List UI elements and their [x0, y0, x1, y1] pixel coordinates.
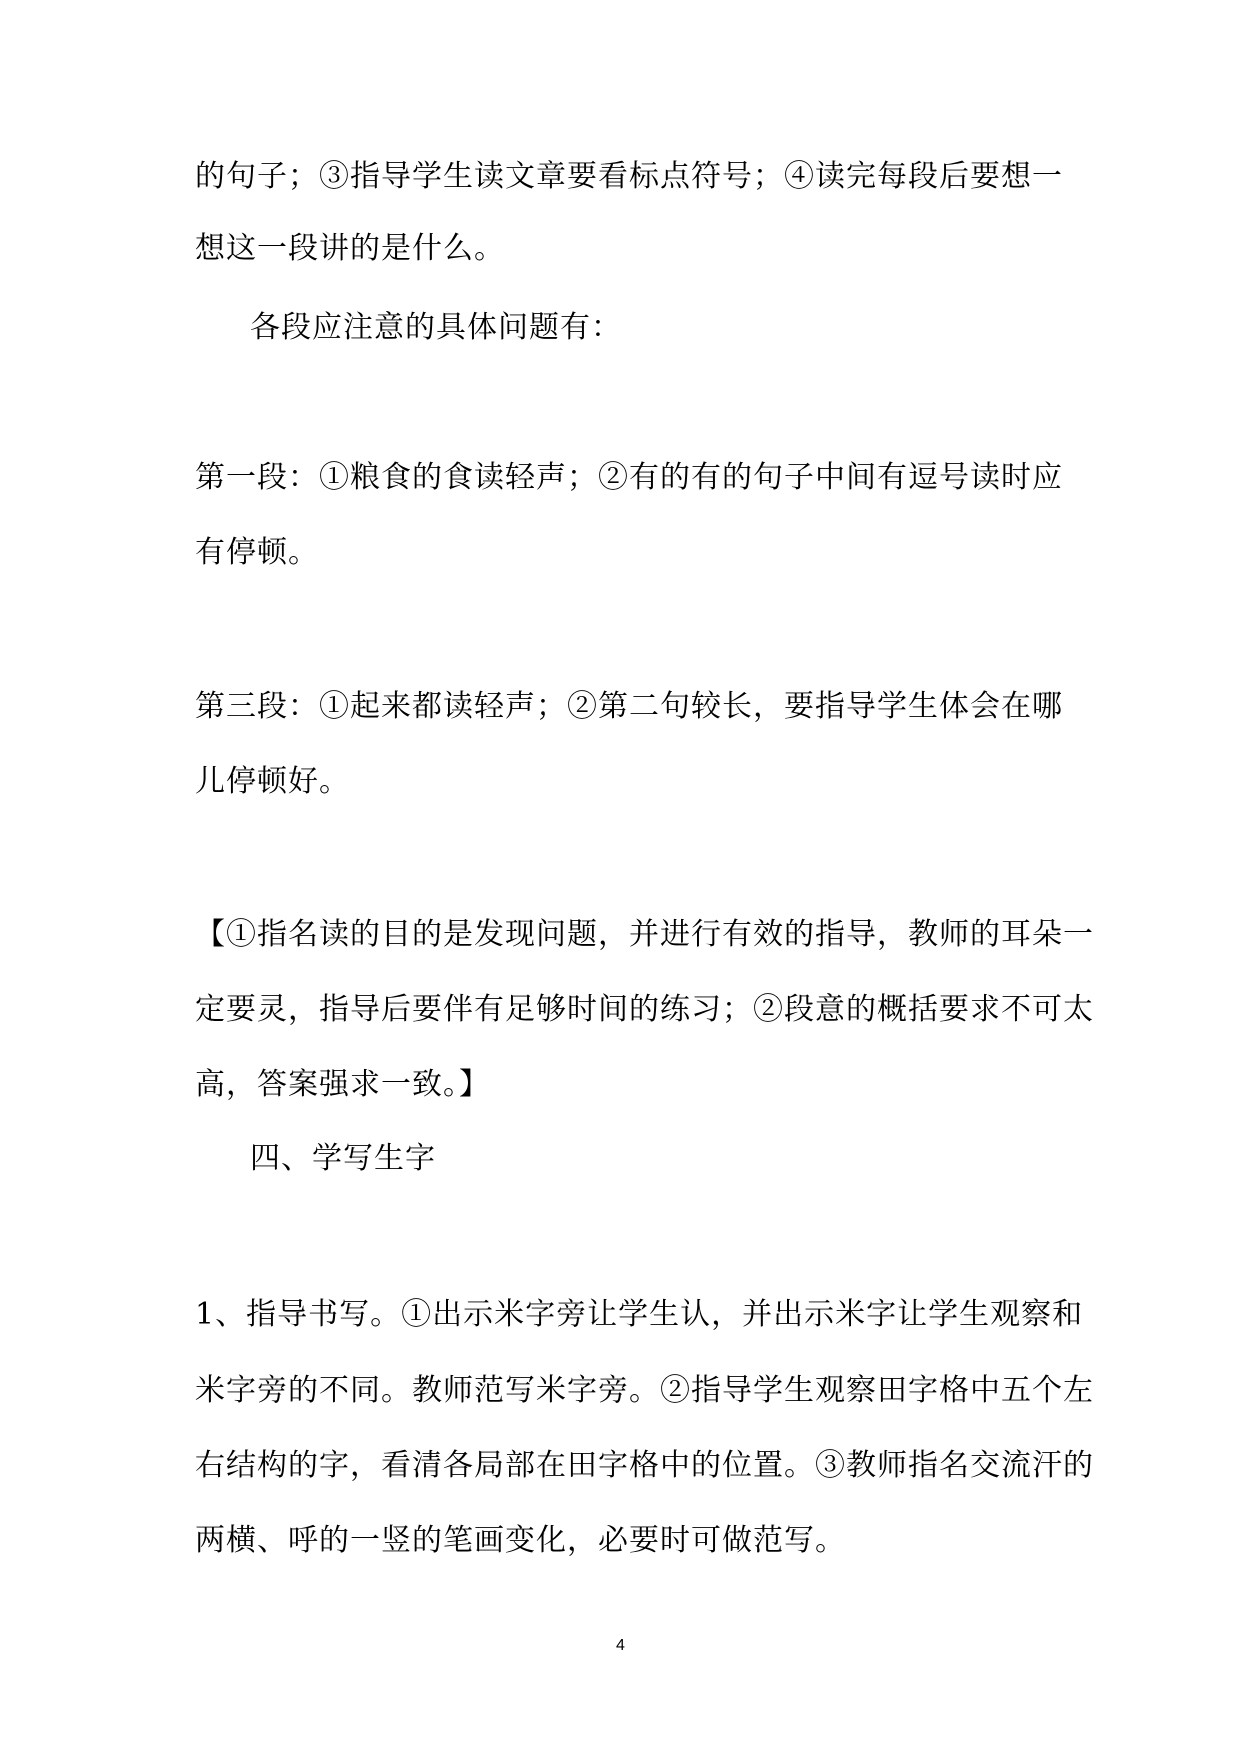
body-text-line: 第三段：①起来都读轻声；②第二句较长，要指导学生体会在哪 [195, 689, 1063, 724]
body-text-line: 儿停顿好。 [195, 764, 350, 799]
body-text-line: 1、指导书写。①出示米字旁让学生认，并出示米字让学生观察和 [195, 1297, 1084, 1332]
body-text-line: 各段应注意的具体问题有： [250, 310, 622, 345]
body-text-line: 第一段：①粮食的食读轻声；②有的有的句子中间有逗号读时应 [195, 460, 1063, 495]
body-text-line: 的句子；③指导学生读文章要看标点符号；④读完每段后要想一 [195, 159, 1063, 194]
body-text-line: 【①指名读的目的是发现问题，并进行有效的指导，教师的耳朵一 [195, 917, 1094, 952]
section-heading: 四、学写生字 [250, 1141, 436, 1176]
page-number: 4 [616, 1637, 625, 1654]
body-text-line: 高，答案强求一致。】 [195, 1067, 490, 1102]
body-text-line: 想这一段讲的是什么。 [195, 231, 505, 266]
body-text-line: 定要灵，指导后要伴有足够时间的练习；②段意的概括要求不可太 [195, 992, 1094, 1027]
body-text-line: 右结构的字，看清各局部在田字格中的位置。③教师指名交流汗的 [195, 1448, 1094, 1483]
body-text-line: 米字旁的不同。教师范写米字旁。②指导学生观察田字格中五个左 [195, 1373, 1094, 1408]
body-text-line: 有停顿。 [195, 535, 319, 570]
body-text-line: 两横、呼的一竖的笔画变化，必要时可做范写。 [195, 1523, 846, 1558]
